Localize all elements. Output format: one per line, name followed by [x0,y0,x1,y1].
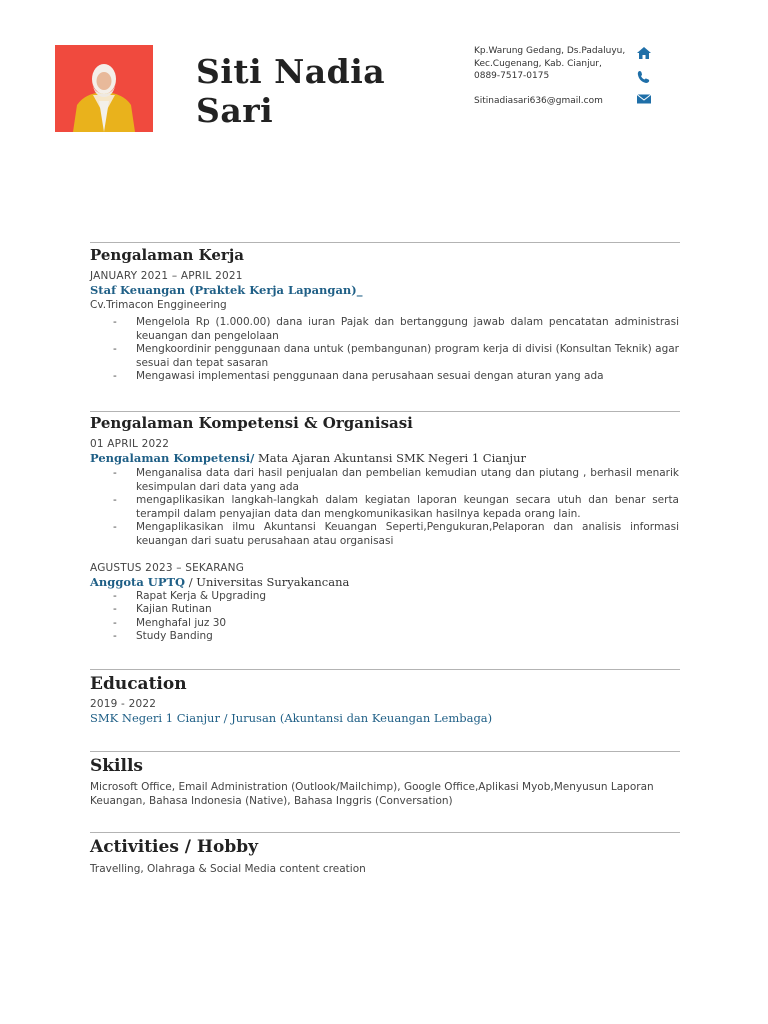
divider [90,832,680,833]
education-school: SMK Negeri 1 Cianjur / Jurusan (Akuntansi dan Keuangan Lembaga) [90,711,493,725]
work-date: JANUARY 2021 – APRIL 2021 [90,270,243,282]
org-bullets-1 [90,467,679,549]
hobby-section [90,836,679,876]
list-item: - Study Banding [90,630,679,644]
org-bullets-2 [90,590,679,644]
org-date-2: AGUSTUS 2023 – SEKARANG [90,561,245,574]
list-item: - Kajian Rutinan [90,603,679,617]
divider [90,242,680,243]
avatar [55,45,153,132]
hobby-text: Travelling, Olahraga & Social Media content creation [90,863,366,875]
work-experience-section [90,246,679,384]
address-line-2: Kec.Cugenang, Kab. Cianjur, [474,58,602,69]
section-title: Pengalaman Kompetensi & Organisasi [90,414,413,432]
work-company: Cv.Trimacon Enggineering [90,299,227,311]
org-role-2 [90,575,679,590]
skills-text: Microsoft Office, Email Administration (Outlook/Mailchimp), Google Office,Aplikasi Myob,Menyusun Laporan Keuangan, Bahasa Indonesia (Native), Bahasa Inggris (Conversation) [90,781,654,807]
list-item: - Mengelola Rp (1.000.00) dana iuran Pajak dan bertanggung jawab dalam pencatatan administrasi keuangan dan pengelolaan [90,316,679,343]
phone-number: 0889-7517-0175 [474,71,550,81]
address-line-1: Kp.Warung Gedang, Ds.Padaluyu, [474,46,626,56]
candidate-name [196,52,385,130]
name-line-1: Siti Nadia [196,52,386,91]
list-item: - Rapat Kerja & Upgrading [90,590,679,604]
org-role-1-title: Pengalaman Kompetensi/ [90,451,255,465]
profile-photo [55,45,153,132]
org-role-2-place: / Universitas Suryakancana [185,574,350,589]
work-role: Staf Keuangan (Praktek Kerja Lapangan)_ [90,283,363,297]
section-title: Pengalaman Kerja [90,246,244,264]
work-bullets [90,316,679,384]
list-item: - Menganalisa data dari hasil penjualan dan pembelian kemudian utang dan piutang , berhasil menarik kesimpulan dari data yang ada [90,467,679,494]
organization-section [90,414,679,644]
list-item: - Mengawasi implementasi penggunaan dana perusahaan sesuai dengan aturan yang ada [90,370,679,384]
org-role-1-place: Mata Ajaran Akuntansi SMK Negeri 1 Cianjur [254,451,527,465]
org-role-1 [90,451,679,466]
skills-section [90,755,679,808]
name-line-2: Sari [196,91,274,130]
contact-info [474,45,634,107]
list-item: - Mengaplikasikan ilmu Akuntansi Keuangan Seperti,Pengukuran,Pelaporan dan analisis informasi keuangan dari suatu perusahaan atau organisasi [90,521,679,548]
home-icon [636,45,652,59]
divider [90,669,680,670]
list-item: - mengaplikasikan langkah-langkah dalam kegiatan laporan keungan secara utuh dan benar serta terampil dalam penyajian data dan mengkomunikasikan hasilnya kepada orang lain. [90,494,679,521]
org-date-1: 01 APRIL 2022 [90,438,170,450]
divider [90,751,680,752]
education-section [90,673,679,726]
list-item: - Menghafal juz 30 [90,617,679,631]
divider [90,411,680,412]
section-title: Education [90,674,187,694]
email-address[interactable]: Sitinadiasari636@gmail.com [474,95,603,106]
list-item: - Mengkoordinir penggunaan dana untuk (pembangunan) program kerja di divisi (Konsultan Teknik) agar sesuai dan tepat sasaran [90,343,679,370]
education-date: 2019 - 2022 [90,698,157,710]
section-title: Skills [90,756,144,776]
section-title: Activities / Hobby [90,837,258,857]
org-role-2-title: Anggota UPTQ [90,574,186,589]
phone-icon [636,69,652,83]
mail-icon [636,91,652,105]
